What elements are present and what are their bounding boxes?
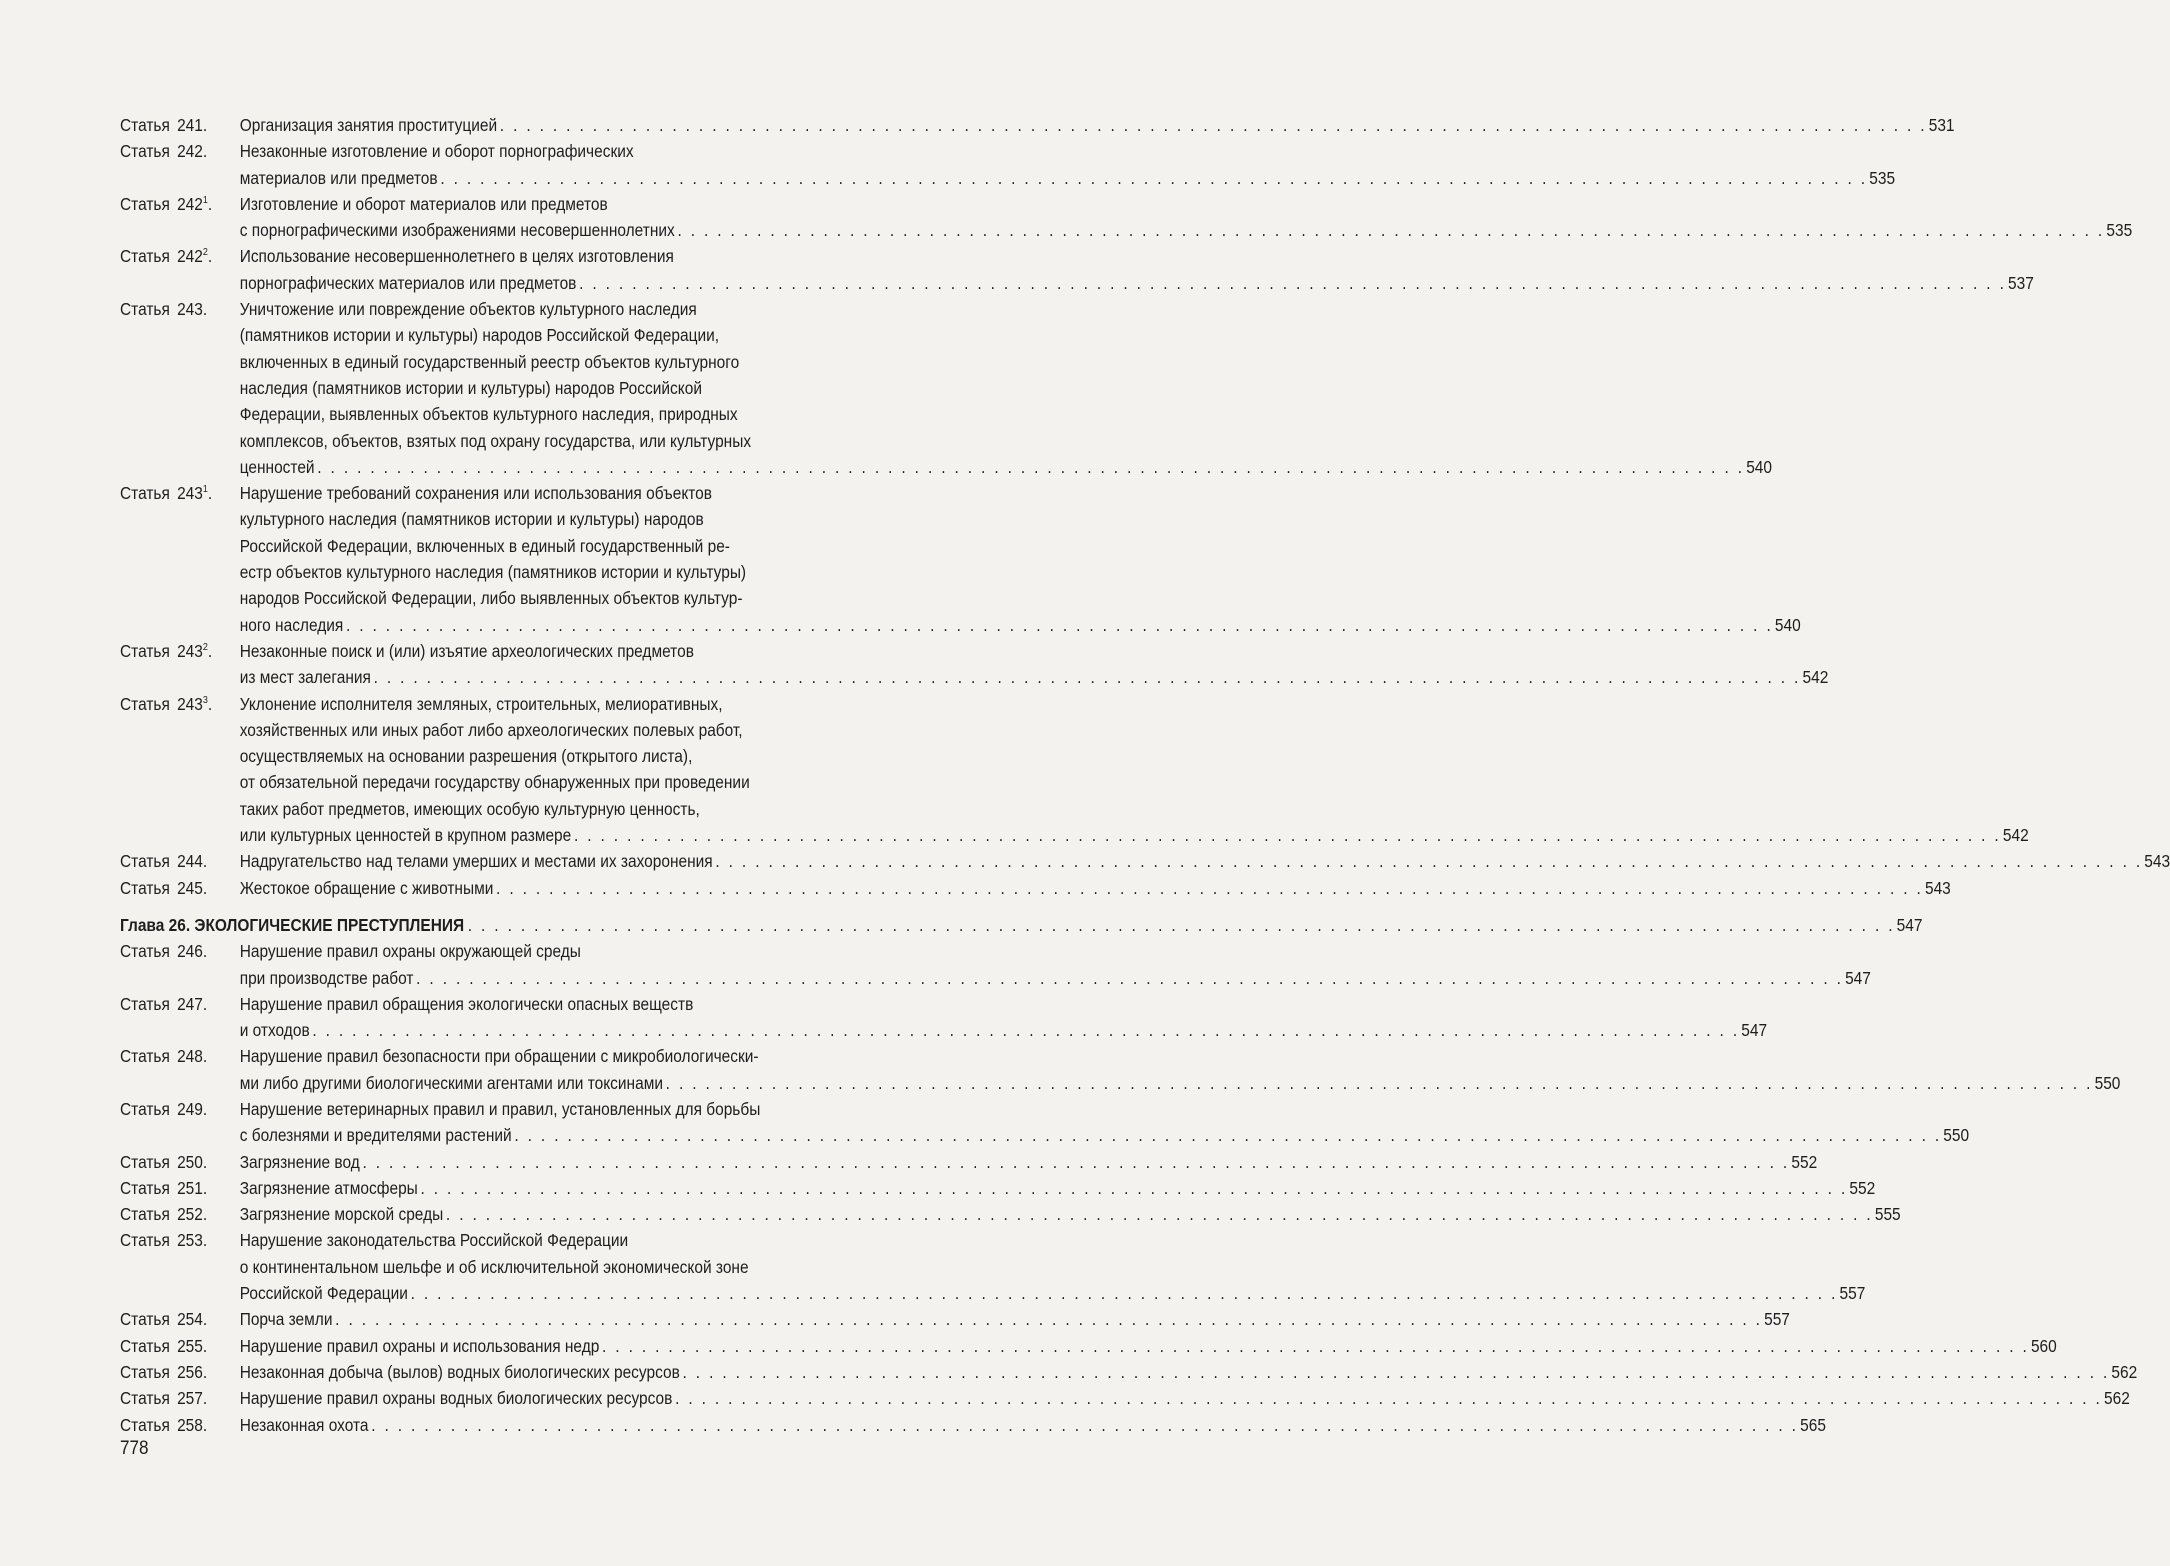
dot-leader: . . . . . . . . . . . . . . . . . . . . . . . . . . . . . . . . . . . . . . . . . . . . . . . . . . . . . . . . . . . . . . . . . . . . . . . . . . . . . . . . . . . . . . . . . . . . . . . . . . . . . . . . . . . . xyxy=(345,614,1774,635)
toc-entry[interactable] xyxy=(120,1359,2138,1385)
article-title-line: культурного наследия (памятников истории и культуры) народов xyxy=(239,509,704,530)
article-label xyxy=(120,1359,240,1385)
article-label xyxy=(120,138,240,191)
page-number: 550 xyxy=(1943,1125,1970,1146)
article-title-line: Порча земли xyxy=(239,1309,333,1330)
article-number: 258. xyxy=(177,1414,208,1435)
article-title-block xyxy=(239,938,1871,991)
article-label xyxy=(120,1175,240,1201)
article-title-line: Нарушение правил обращения экологически опасных веществ xyxy=(239,993,694,1014)
article-number: 249. xyxy=(177,1098,208,1119)
article-title-line: из мест залегания xyxy=(239,667,371,688)
article-number-value: 242 xyxy=(177,246,203,267)
article-word: Статья xyxy=(120,941,170,962)
article-title-line: Российской Федерации xyxy=(239,1283,408,1304)
toc-entry[interactable] xyxy=(120,112,1955,138)
article-label xyxy=(120,1149,240,1175)
article-label xyxy=(120,938,240,991)
article-title-block xyxy=(239,1201,1901,1227)
article-title-line: Жестокое обращение с животными xyxy=(239,877,494,898)
article-word: Статья xyxy=(120,141,170,162)
article-label xyxy=(120,480,240,638)
article-title-line: Нарушение правил охраны и использования недр xyxy=(239,1335,600,1356)
article-number: 254. xyxy=(177,1309,208,1330)
article-number-value: 241 xyxy=(177,115,203,135)
article-title-block xyxy=(239,112,1955,138)
page-number: 535 xyxy=(2106,220,2133,241)
article-number: 245. xyxy=(177,877,208,898)
article-number: $243^2$. xyxy=(177,640,213,661)
page-number: 555 xyxy=(1874,1204,1901,1225)
dot-leader: . . . . . . . . . . . . . . . . . . . . . . . . . . . . . . . . . . . . . . . . . . . . . . . . . . . . . . . . . . . . . . . . . . . . . . . . . . . . . . . . . . . . . . . . . . . . . . . . . . . . . . . . . . . . xyxy=(715,851,2143,872)
article-number-value: 246 xyxy=(177,941,203,962)
article-number-superscript: 1 xyxy=(202,484,208,496)
article-title-line: порнографических материалов или предметов xyxy=(239,272,577,293)
article-number-value: 247 xyxy=(177,993,203,1014)
article-title-last-line xyxy=(239,1280,1866,1306)
article-title-last-line xyxy=(239,1070,2121,1096)
article-title-line: ми либо другими биологическими агентами или токсинами xyxy=(239,1072,663,1093)
dot-leader: . . . . . . . . . . . . . . . . . . . . . . . . . . . . . . . . . . . . . . . . . . . . . . . . . . . . . . . . . . . . . . . . . . . . . . . . . . . . . . . . . . . . . . . . . . . . . . . . . . . . . . . . . . . . xyxy=(362,1151,1790,1172)
article-number: $243^1$. xyxy=(177,483,213,504)
toc-entry[interactable] xyxy=(120,691,2029,849)
article-title-line: при производстве работ xyxy=(239,967,414,988)
dot-leader: . . . . . . . . . . . . . . . . . . . . . . . . . . . . . . . . . . . . . . . . . . . . . . . . . . . . . . . . . . . . . . . . . . . . . . . . . . . . . . . . . . . . . . . . . . . . . . . . . . . . . . . . . . . . xyxy=(677,220,2105,241)
page-number: 542 xyxy=(1802,667,1829,688)
article-title-last-line xyxy=(239,965,1871,991)
article-title-last-line xyxy=(239,1306,1790,1332)
article-title-line: Уклонение исполнителя земляных, строительных, мелиоративных, xyxy=(239,693,723,714)
article-title-block xyxy=(239,1385,2130,1411)
article-number-value: 243 xyxy=(177,693,203,714)
article-word: Статья xyxy=(120,483,170,504)
page-number: 552 xyxy=(1791,1151,1818,1172)
article-title-line: о континентальном шельфе и об исключительной экономической зоне xyxy=(239,1256,749,1277)
toc-entry[interactable] xyxy=(120,138,1896,191)
toc-entry[interactable] xyxy=(120,1175,1876,1201)
article-word: Статья xyxy=(120,193,170,214)
article-word: Статья xyxy=(120,246,170,267)
toc-entry[interactable] xyxy=(120,1306,1790,1332)
toc-entry[interactable] xyxy=(120,938,1871,991)
article-number-value: 253 xyxy=(177,1230,203,1251)
article-number: $243^3$. xyxy=(177,693,213,714)
article-title-line: с порнографическими изображениями несовершеннолетних xyxy=(239,220,675,241)
article-title-block xyxy=(239,1096,1970,1149)
page-number: 542 xyxy=(2002,825,2029,846)
article-title-last-line xyxy=(239,1412,1826,1438)
article-number-value: 255 xyxy=(177,1335,203,1356)
article-title-line: Изготовление и оборот материалов или предметов xyxy=(239,193,608,214)
article-word: Статья xyxy=(120,115,170,135)
article-title-block xyxy=(239,1043,2121,1096)
article-title-line: Нарушение правил охраны водных биологических ресурсов xyxy=(239,1388,673,1409)
toc-entry[interactable] xyxy=(120,243,2034,296)
article-title-line: Организация занятия проституцией xyxy=(239,115,498,135)
article-number: 250. xyxy=(177,1151,208,1172)
article-title-line: естр объектов культурного наследия (памятников истории и культуры) xyxy=(239,562,747,583)
article-word: Статья xyxy=(120,1204,170,1225)
article-number: 256. xyxy=(177,1361,208,1382)
article-title-last-line xyxy=(239,454,1773,480)
article-title-line: и отходов xyxy=(239,1020,310,1041)
article-title-block xyxy=(239,991,1768,1044)
toc-entry[interactable] xyxy=(120,875,1951,901)
article-title-line: материалов или предметов xyxy=(239,167,438,188)
article-title-last-line xyxy=(239,664,1829,690)
article-number-superscript: 2 xyxy=(202,247,208,259)
article-word: Статья xyxy=(120,1309,170,1330)
article-title-line: Федерации, выявленных объектов культурного наследия, природных xyxy=(239,404,738,425)
dot-leader: . . . . . . . . . . . . . . . . . . . . . . . . . . . . . . . . . . . . . . . . . . . . . . . . . . . . . . . . . . . . . . . . . . . . . . . . . . . . . . . . . . . . . . . . . . . . . . . . . . . . . . . . . . . . xyxy=(420,1177,1848,1198)
toc-entry[interactable] xyxy=(120,1096,1970,1149)
article-title-block xyxy=(239,638,1829,691)
article-word: Статья xyxy=(120,1151,170,1172)
page-number: 535 xyxy=(1869,167,1896,188)
article-label xyxy=(120,191,240,244)
article-number-value: 243 xyxy=(177,640,203,661)
dot-leader: . . . . . . . . . . . . . . . . . . . . . . . . . . . . . . . . . . . . . . . . . . . . . . . . . . . . . . . . . . . . . . . . . . . . . . . . . . . . . . . . . . . . . . . . . . . . . . . . . . . . . . . . . . . . xyxy=(514,1125,1942,1146)
article-title-last-line xyxy=(239,270,2034,296)
article-number-value: 252 xyxy=(177,1204,203,1225)
article-title-line: наследия (памятников истории и культуры) народов Российской xyxy=(239,377,702,398)
article-title-line: комплексов, объектов, взятых под охрану государства, или культурных xyxy=(239,430,752,451)
page-number: 543 xyxy=(2144,851,2170,872)
page-number: 531 xyxy=(1928,115,1955,135)
article-number-superscript: 2 xyxy=(202,641,208,653)
article-title-line: ценностей xyxy=(239,456,315,477)
article-number-value: 258 xyxy=(177,1414,203,1435)
article-number: 251. xyxy=(177,1177,208,1198)
article-title-line: или культурных ценностей в крупном размере xyxy=(239,825,572,846)
toc-entry[interactable] xyxy=(120,1333,2057,1359)
article-label xyxy=(120,1096,240,1149)
article-number-value: 242 xyxy=(177,193,203,214)
toc-entry[interactable] xyxy=(120,991,1768,1044)
dot-leader: . . . . . . . . . . . . . . . . . . . . . . . . . . . . . . . . . . . . . . . . . . . . . . . . . . . . . . . . . . . . . . . . . . . . . . . . . . . . . . . . . . . . . . . . . . . . . . . . . . . . . . . . . . . . xyxy=(573,825,2002,846)
dot-leader: . . . . . . . . . . . . . . . . . . . . . . . . . . . . . . . . . . . . . . . . . . . . . . . . . . . . . . . . . . . . . . . . . . . . . . . . . . . . . . . . . . . . . . . . . . . . . . . . . . . . . . . . . . . . xyxy=(602,1335,2030,1356)
toc-entry[interactable] xyxy=(120,480,1801,638)
article-number: 257. xyxy=(177,1388,208,1409)
article-word: Статья xyxy=(120,1046,170,1067)
dot-leader: . . . . . . . . . . . . . . . . . . . . . . . . . . . . . . . . . . . . . . . . . . . . . . . . . . . . . . . . . . . . . . . . . . . . . . . . . . . . . . . . . . . . . . . . . . . . . . . . . . . . . . . . . . . . xyxy=(373,667,1801,688)
article-label xyxy=(120,691,240,849)
article-number-value: 245 xyxy=(177,877,203,898)
dot-leader: . . . . . . . . . . . . . . . . . . . . . . . . . . . . . . . . . . . . . . . . . . . . . . . . . . . . . . . . . . . . . . . . . . . . . . . . . . . . . . . . . . . . . . . . . . . . . . . . . . . . . . . . . . . . xyxy=(682,1361,2110,1382)
dot-leader: . . . . . . . . . . . . . . . . . . . . . . . . . . . . . . . . . . . . . . . . . . . . . . . . . . . . . . . . . . . . . . . . . . . . . . . . . . . . . . . . . . . . . . . . . . . . . . . . . . . . . . . . . . . . xyxy=(499,115,1927,135)
article-title-line: Нарушение законодательства Российской Федерации xyxy=(239,1230,629,1251)
article-title-last-line xyxy=(239,612,1801,638)
page-number: 540 xyxy=(1746,456,1773,477)
page-number: 550 xyxy=(2094,1072,2121,1093)
article-title-block xyxy=(239,243,2034,296)
article-title-block xyxy=(239,848,2170,874)
toc-entry[interactable] xyxy=(120,848,2170,874)
page-number: 547 xyxy=(1845,967,1871,988)
article-title-line: осуществляемых на основании разрешения (открытого листа), xyxy=(239,746,693,767)
article-title-block xyxy=(239,875,1951,901)
article-number: 241. xyxy=(177,115,208,135)
article-title-line: хозяйственных или иных работ либо археологических полевых работ, xyxy=(239,719,743,740)
article-word: Статья xyxy=(120,1098,170,1119)
article-word: Статья xyxy=(120,851,170,872)
article-title-last-line xyxy=(239,848,2170,874)
article-number-superscript: 1 xyxy=(202,194,208,206)
article-title-line: Нарушение ветеринарных правил и правил, установленных для борьбы xyxy=(239,1098,761,1119)
article-title-line: Российской Федерации, включенных в единый государственный ре- xyxy=(239,535,730,556)
toc-entry[interactable] xyxy=(120,296,1773,480)
article-title-line: Нарушение правил охраны окружающей среды xyxy=(239,941,581,962)
page-number: 562 xyxy=(2103,1388,2130,1409)
article-title-last-line xyxy=(239,822,2029,848)
article-title-last-line xyxy=(239,1385,2130,1411)
article-title-line: Надругательство над телами умерших и местами их захоронения xyxy=(239,851,713,872)
page-number: 557 xyxy=(1764,1309,1790,1330)
article-title-block xyxy=(239,1149,1818,1175)
article-title-last-line xyxy=(239,217,2133,243)
dot-leader: . . . . . . . . . . . . . . . . . . . . . . . . . . . . . . . . . . . . . . . . . . . . . . . . . . . . . . . . . . . . . . . . . . . . . . . . . . . . . . . . . . . . . . . . . . . . . . . . . . . . . . . . . . . . xyxy=(317,456,1745,477)
dot-leader: . . . . . . . . . . . . . . . . . . . . . . . . . . . . . . . . . . . . . . . . . . . . . . . . . . . . . . . . . . . . . . . . . . . . . . . . . . . . . . . . . . . . . . . . . . . . . . . . . . . . . . . . . . . . xyxy=(335,1309,1763,1330)
article-number: $242^1$. xyxy=(177,193,213,214)
dot-leader: . . . . . . . . . . . . . . . . . . . . . . . . . . . . . . . . . . . . . . . . . . . . . . . . . . . . . . . . . . . . . . . . . . . . . . . . . . . . . . . . . . . . . . . . . . . . . . . . . . . . . . . . . . . . xyxy=(440,167,1868,188)
article-title-block xyxy=(239,480,1801,638)
article-word: Статья xyxy=(120,1230,170,1251)
article-title-line: Загрязнение атмосферы xyxy=(239,1177,418,1198)
article-number: 252. xyxy=(177,1204,208,1225)
article-number-value: 243 xyxy=(177,299,203,320)
article-number-value: 254 xyxy=(177,1309,203,1330)
article-title-line: Использование несовершеннолетнего в целях изготовления xyxy=(239,246,674,267)
toc-entry[interactable] xyxy=(120,1201,1901,1227)
dot-leader: . . . . . . . . . . . . . . . . . . . . . . . . . . . . . . . . . . . . . . . . . . . . . . . . . . . . . . . . . . . . . . . . . . . . . . . . . . . . . . . . . . . . . . . . . . . . . . . . . . . . . . . . . . . . xyxy=(467,914,1895,935)
page-number: 540 xyxy=(1774,614,1801,635)
page-number: 565 xyxy=(1800,1414,1826,1435)
article-label xyxy=(120,638,240,691)
article-word: Статья xyxy=(120,640,170,661)
dot-leader: . . . . . . . . . . . . . . . . . . . . . . . . . . . . . . . . . . . . . . . . . . . . . . . . . . . . . . . . . . . . . . . . . . . . . . . . . . . . . . . . . . . . . . . . . . . . . . . . . . . . . . . . . . . . xyxy=(312,1020,1740,1041)
article-title-block xyxy=(239,1175,1876,1201)
dot-leader: . . . . . . . . . . . . . . . . . . . . . . . . . . . . . . . . . . . . . . . . . . . . . . . . . . . . . . . . . . . . . . . . . . . . . . . . . . . . . . . . . . . . . . . . . . . . . . . . . . . . . . . . . . . . xyxy=(416,967,1844,988)
article-title-last-line xyxy=(239,1175,1876,1201)
article-title-block xyxy=(239,1333,2057,1359)
article-word: Статья xyxy=(120,693,170,714)
article-number: $242^2$. xyxy=(177,246,213,267)
page-number: 547 xyxy=(1741,1020,1768,1041)
article-word: Статья xyxy=(120,877,170,898)
article-label xyxy=(120,848,240,874)
article-title-line: Нарушение правил безопасности при обращении с микробиологически- xyxy=(239,1046,759,1067)
article-number: 246. xyxy=(177,941,208,962)
article-title-line: Незаконная добыча (вылов) водных биологических ресурсов xyxy=(239,1361,680,1382)
article-word: Статья xyxy=(120,993,170,1014)
article-number: 244. xyxy=(177,851,208,872)
page-number: 557 xyxy=(1839,1283,1866,1304)
article-number: 243. xyxy=(177,299,208,320)
dot-leader: . . . . . . . . . . . . . . . . . . . . . . . . . . . . . . . . . . . . . . . . . . . . . . . . . . . . . . . . . . . . . . . . . . . . . . . . . . . . . . . . . . . . . . . . . . . . . . . . . . . . . . . . . . . . xyxy=(445,1204,1874,1225)
article-title-line: народов Российской Федерации, либо выявленных объектов культур- xyxy=(239,588,743,609)
article-word: Статья xyxy=(120,1361,170,1382)
article-label xyxy=(120,875,240,901)
article-label xyxy=(120,243,240,296)
article-word: Статья xyxy=(120,1335,170,1356)
article-label xyxy=(120,1306,240,1332)
toc-entry[interactable] xyxy=(120,1043,2121,1096)
toc-entry[interactable] xyxy=(120,191,2133,244)
toc-list-chapter-26 xyxy=(120,938,2138,1438)
article-number: 248. xyxy=(177,1046,208,1067)
page-number: 560 xyxy=(2030,1335,2057,1356)
article-number-value: 250 xyxy=(177,1151,203,1172)
article-number-value: 244 xyxy=(177,851,203,872)
toc-entry[interactable] xyxy=(120,1412,1826,1438)
article-title-line: Загрязнение вод xyxy=(239,1151,360,1172)
article-title-line: Нарушение требований сохранения или использования объектов xyxy=(239,483,712,504)
article-number-value: 256 xyxy=(177,1361,203,1382)
toc-entry[interactable] xyxy=(120,638,1829,691)
article-title-last-line xyxy=(239,1122,1970,1148)
article-title-last-line xyxy=(239,875,1951,901)
article-title-block xyxy=(239,1306,1790,1332)
page-number: 552 xyxy=(1849,1177,1876,1198)
article-number-value: 242 xyxy=(177,141,203,162)
article-title-line: (памятников истории и культуры) народов Российской Федерации, xyxy=(239,325,720,346)
article-label xyxy=(120,1201,240,1227)
article-title-line: от обязательной передачи государству обнаруженных при проведении xyxy=(239,772,750,793)
table-of-contents xyxy=(120,112,2170,1438)
dot-leader: . . . . . . . . . . . . . . . . . . . . . . . . . . . . . . . . . . . . . . . . . . . . . . . . . . . . . . . . . . . . . . . . . . . . . . . . . . . . . . . . . . . . . . . . . . . . . . . . . . . . . . . . . . . . xyxy=(410,1283,1838,1304)
page-number: 562 xyxy=(2111,1361,2138,1382)
article-label xyxy=(120,1043,240,1096)
article-label xyxy=(120,1333,240,1359)
article-title-line: Незаконная охота xyxy=(239,1414,369,1435)
article-label xyxy=(120,991,240,1044)
article-number-value: 249 xyxy=(177,1098,203,1119)
article-title-block xyxy=(239,191,2133,244)
chapter-title: Глава 26. ЭКОЛОГИЧЕСКИЕ ПРЕСТУПЛЕНИЯ xyxy=(120,914,465,935)
article-title-line: с болезнями и вредителями растений xyxy=(239,1125,512,1146)
article-title-block xyxy=(239,1227,1866,1306)
toc-entry[interactable] xyxy=(120,1149,1818,1175)
article-label xyxy=(120,112,240,138)
article-title-last-line xyxy=(239,1149,1818,1175)
dot-leader: . . . . . . . . . . . . . . . . . . . . . . . . . . . . . . . . . . . . . . . . . . . . . . . . . . . . . . . . . . . . . . . . . . . . . . . . . . . . . . . . . . . . . . . . . . . . . . . . . . . . . . . . . . . . xyxy=(371,1414,1799,1435)
article-title-block xyxy=(239,138,1896,191)
article-number-value: 248 xyxy=(177,1046,203,1067)
article-title-block xyxy=(239,691,2029,849)
page-folio: 778 xyxy=(120,1438,149,1459)
article-number: 247. xyxy=(177,993,208,1014)
article-title-block xyxy=(239,1359,2138,1385)
article-title-block xyxy=(239,296,1773,480)
page-number: 543 xyxy=(1924,877,1951,898)
article-number-value: 243 xyxy=(177,483,203,504)
article-title-line: Незаконные изготовление и оборот порнографических xyxy=(239,141,634,162)
article-title-line: Загрязнение морской среды xyxy=(239,1204,444,1225)
article-title-line: ного наследия xyxy=(239,614,344,635)
article-title-line: включенных в единый государственный реестр объектов культурного xyxy=(239,351,740,372)
article-label xyxy=(120,1227,240,1306)
article-number: 242. xyxy=(177,141,208,162)
article-title-line: таких работ предметов, имеющих особую культурную ценность, xyxy=(239,798,700,819)
article-title-block xyxy=(239,1412,1826,1438)
toc-entry[interactable] xyxy=(120,1385,2130,1411)
article-title-last-line xyxy=(239,1333,2057,1359)
dot-leader: . . . . . . . . . . . . . . . . . . . . . . . . . . . . . . . . . . . . . . . . . . . . . . . . . . . . . . . . . . . . . . . . . . . . . . . . . . . . . . . . . . . . . . . . . . . . . . . . . . . . . . . . . . . . xyxy=(665,1072,2093,1093)
article-title-last-line xyxy=(239,112,1955,138)
article-word: Статья xyxy=(120,1177,170,1198)
article-label xyxy=(120,296,240,480)
article-title-last-line xyxy=(239,1359,2138,1385)
article-title-line: Уничтожение или повреждение объектов культурного наследия xyxy=(239,299,697,320)
article-number-value: 257 xyxy=(177,1388,203,1409)
chapter-heading[interactable] xyxy=(120,912,1923,938)
article-number: 255. xyxy=(177,1335,208,1356)
toc-list-chapter-25 xyxy=(120,112,2170,901)
chapter-page-number: 547 xyxy=(1896,914,1923,935)
article-number-value: 251 xyxy=(177,1177,203,1198)
article-number: 253. xyxy=(177,1230,208,1251)
article-word: Статья xyxy=(120,299,170,320)
article-title-last-line xyxy=(239,1017,1768,1043)
dot-leader: . . . . . . . . . . . . . . . . . . . . . . . . . . . . . . . . . . . . . . . . . . . . . . . . . . . . . . . . . . . . . . . . . . . . . . . . . . . . . . . . . . . . . . . . . . . . . . . . . . . . . . . . . . . . xyxy=(579,272,2007,293)
article-label xyxy=(120,1385,240,1411)
article-word: Статья xyxy=(120,1414,170,1435)
article-title-last-line xyxy=(239,165,1896,191)
article-label xyxy=(120,1412,240,1438)
article-number-superscript: 3 xyxy=(202,694,208,706)
article-title-last-line xyxy=(239,1201,1901,1227)
page-number: 537 xyxy=(2008,272,2034,293)
toc-entry[interactable] xyxy=(120,1227,1866,1306)
dot-leader: . . . . . . . . . . . . . . . . . . . . . . . . . . . . . . . . . . . . . . . . . . . . . . . . . . . . . . . . . . . . . . . . . . . . . . . . . . . . . . . . . . . . . . . . . . . . . . . . . . . . . . . . . . . . xyxy=(496,877,1924,898)
article-title-line: Незаконные поиск и (или) изъятие археологических предметов xyxy=(239,640,694,661)
article-word: Статья xyxy=(120,1388,170,1409)
dot-leader: . . . . . . . . . . . . . . . . . . . . . . . . . . . . . . . . . . . . . . . . . . . . . . . . . . . . . . . . . . . . . . . . . . . . . . . . . . . . . . . . . . . . . . . . . . . . . . . . . . . . . . . . . . . . xyxy=(675,1388,2103,1409)
